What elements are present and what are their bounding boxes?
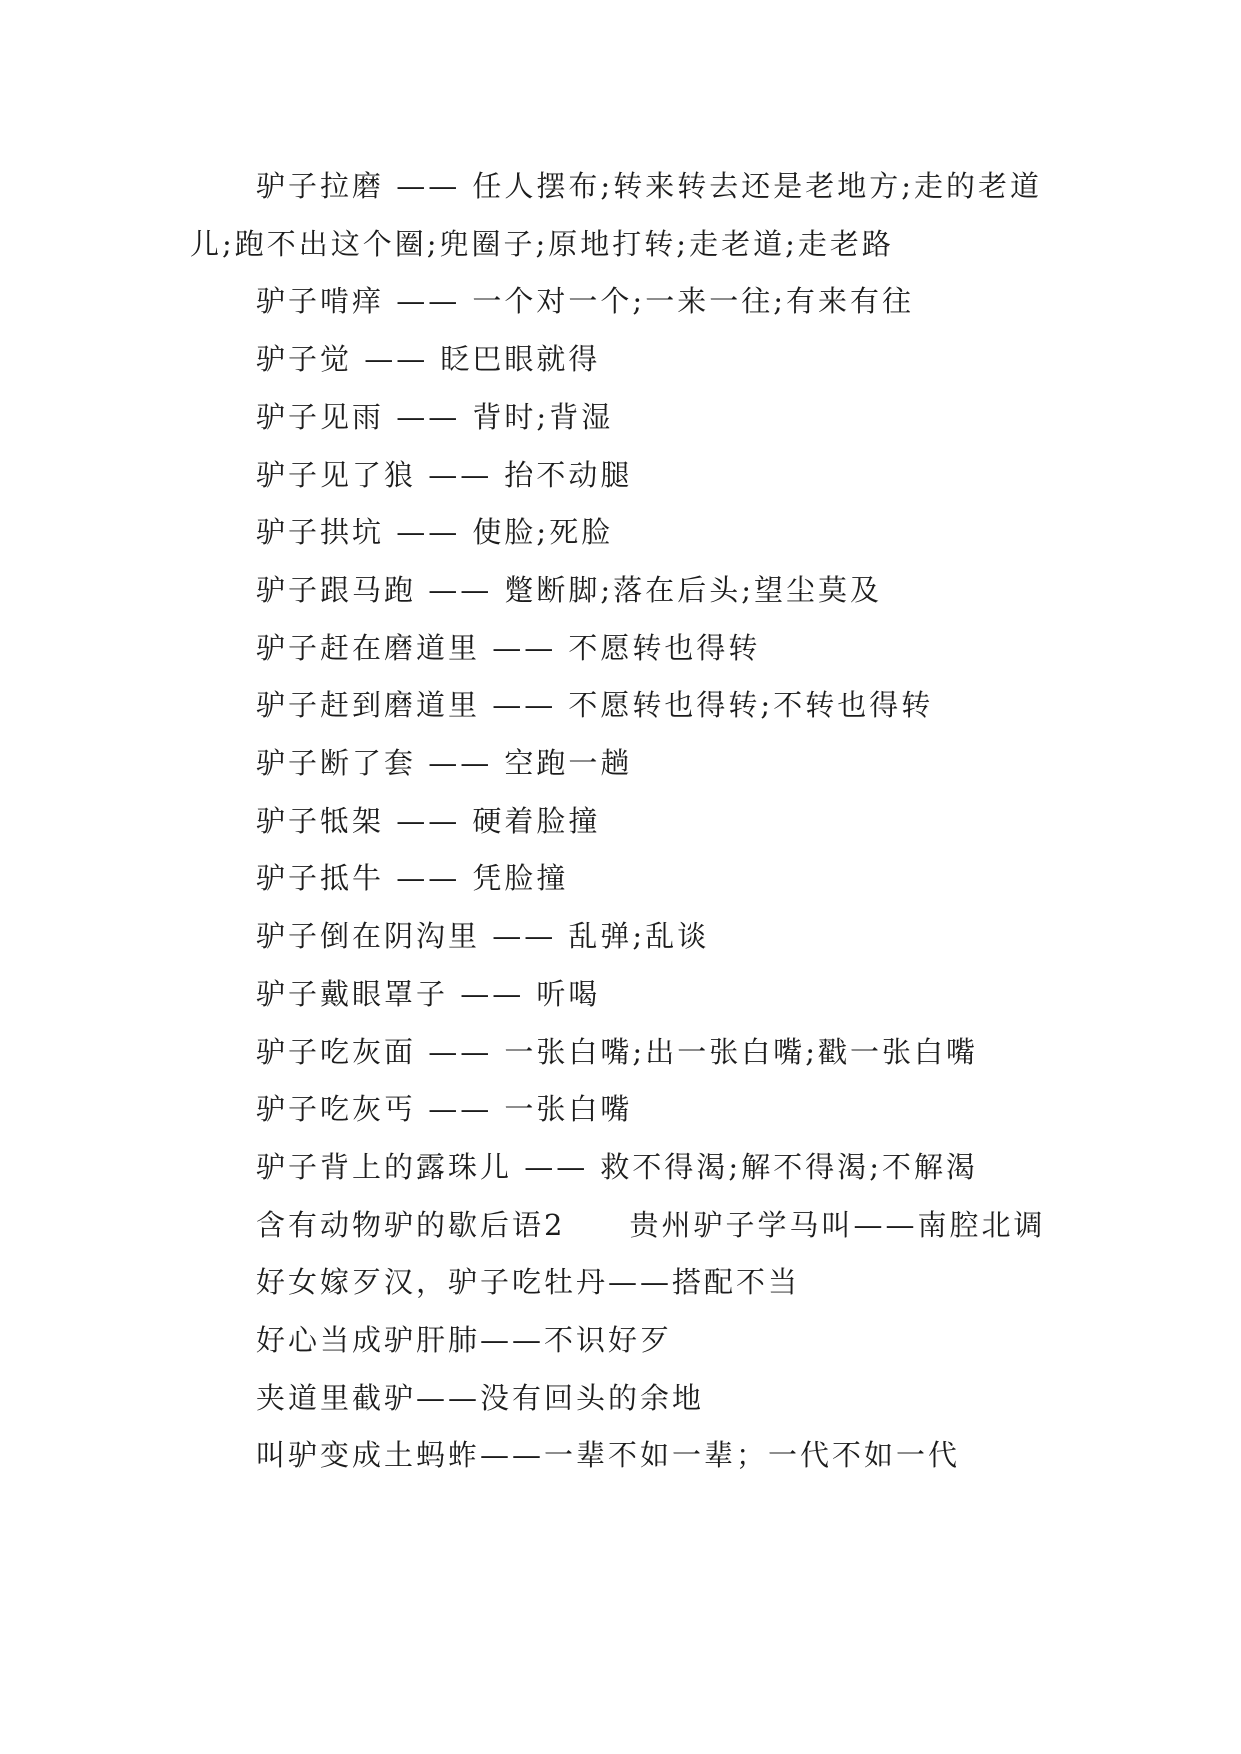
paragraph: 驴子赶在磨道里 —— 不愿转也得转 <box>256 630 761 665</box>
paragraph: 驴子吃灰丐 —— 一张白嘴 <box>256 1092 633 1127</box>
paragraph: 驴子赶到磨道里 —— 不愿转也得转;不转也得转 <box>256 688 934 723</box>
paragraph: 驴子抵牛 —— 凭脸撞 <box>256 861 569 896</box>
paragraph: 驴子断了套 —— 空跑一趟 <box>256 746 633 781</box>
paragraph: 驴子拱坑 —— 使脸;死脸 <box>256 515 614 550</box>
paragraph: 驴子啃痒 —— 一个对一个;一来一往;有来有往 <box>256 284 914 319</box>
paragraph: 驴子见了狼 —— 抬不动腿 <box>256 457 633 492</box>
paragraph: 驴子觉 —— 眨巴眼就得 <box>256 342 601 377</box>
paragraph: 驴子戴眼罩子 —— 听喝 <box>256 976 601 1011</box>
paragraph: 驴子吃灰面 —— 一张白嘴;出一张白嘴;戳一张白嘴 <box>256 1034 978 1069</box>
paragraph: 好心当成驴肝肺——不识好歹 <box>256 1323 673 1358</box>
paragraph: 夹道里截驴——没有回头的余地 <box>256 1380 705 1415</box>
document-body <box>190 158 1060 1485</box>
paragraph: 驴子见雨 —— 背时;背湿 <box>256 399 614 434</box>
paragraph: 驴子倒在阴沟里 —— 乱弹;乱谈 <box>256 919 710 954</box>
paragraph: 含有动物驴的歇后语2 贵州驴子学马叫——南腔北调 <box>256 1207 1046 1242</box>
paragraph: 驴子拉磨 —— 任人摆布;转来转去还是老地方;走的老道儿;跑不出这个圈;兜圈子;原地打转;走老道;走老路 <box>190 169 1042 261</box>
paragraph: 好女嫁歹汉，驴子吃牡丹——搭配不当 <box>256 1265 801 1300</box>
paragraph: 驴子背上的露珠儿 —— 救不得渴;解不得渴;不解渴 <box>256 1149 978 1184</box>
paragraph: 叫驴变成土蚂蚱——一辈不如一辈；一代不如一代 <box>256 1438 961 1473</box>
paragraph: 驴子牴架 —— 硬着脸撞 <box>256 803 601 838</box>
paragraph: 驴子跟马跑 —— 蹩断脚;落在后头;望尘莫及 <box>256 572 882 607</box>
